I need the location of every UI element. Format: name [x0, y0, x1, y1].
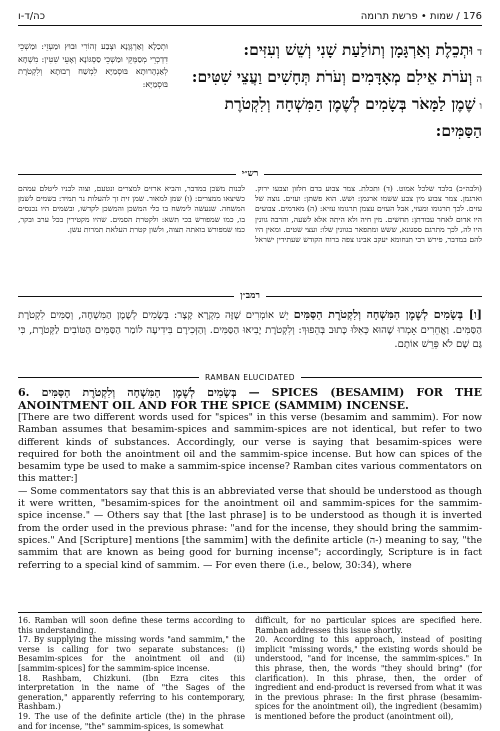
- verse-text: וְעֹרֹת אֵילִם מְאָדָּמִים וְעֹרֹת תְּחָשִׁים וַעֲצֵי שִׁטִּים:: [191, 67, 473, 86]
- footnotes: [18, 616, 482, 731]
- rashi-commentary: (ולבה״כ) בלבד שלכל אמוט. (ד) ותכלת. צמר צבוע בדם חלזון וצבעו ירוק. וארגמן. צמר צבוע מין צבע ששמו ארגמן: ושש. הוא פשתן: ועזים. נוצה של עזים. לכך תרגומו ומעזי, אבל העזים עצמן תרגומו עזיא: (ה) מאדמים. צבועים היו אדום לאחר עבודתן: תחשים. מין חיה ולא היתה אלא לשעה, והרבה גוונין היו לה, לכך מתרגם ססגונא, ששש ומתפאר בגוונין שלו: ועצי שטים. ומאין היו להם במדבר, פירש רבי תנחומא יעקב אבינו צפה ברוח הקודש שעתידין ישראל לבנות משכן במדבר, והביא ארזים למצרים ונטעם, וצוה לבניו ליטלם עמהם כשיצאו ממצרים: (ו) שמן למאור. שמן זית זך להעלות נר תמיד: בשמים לשמן המשחה. שנעשה לימשח בו כלי המשכן והמשכן לקדשו, ובשמים היו נכנסים בו, כמו שמפורש בכי תשא: ולקטרת הסמים. שהיו מקטירין בכל ערב ובקר, כמו שמפורש בואתה תצוה, ולשון קטרת העלאת תמרות עשן.: [18, 184, 482, 245]
- torah-verses: [177, 38, 482, 143]
- chapter-reference: כה/ד-ו: [18, 11, 45, 22]
- heading-hebrew: בְּשָׂמִים לְשֶׁמֶן הַמִּשְׁחָה וְלִקְטֹרֶת הַסַּמִּים: [41, 386, 237, 399]
- verse-text: שֶׁמֶן לַמָּאֹר בְּשָׂמִים לְשֶׁמֶן הַמִּשְׁחָה וְלִקְטֹרֶת הַסַּמִּים:: [224, 94, 482, 140]
- elucidation-paragraph: [There are two different words used for "spices" in this verse (besamim and sammim). For now Ramban assumes that besamim-spices and sammim-spices are not identical, but refer to two different kinds of substances. Accordingly, our verse is saying that besamim-spices were required for both the anointment oil and the sammim-spice incense. But how can spices of the besamim type be used to make a sammim-spice incense? Ramban cites various commentators on this matter:]: [18, 412, 482, 485]
- footnote: 16. Ramban will soon define these terms according to this understanding.: [18, 616, 245, 635]
- page-info: 176 / שמות • פרשת תרומה: [360, 11, 482, 22]
- verse-block: [18, 38, 482, 168]
- verse-line: [177, 92, 482, 143]
- english-elucidation: [18, 386, 482, 572]
- verse-number: ד: [477, 47, 482, 58]
- verse-number: ה: [476, 74, 482, 85]
- rashi-label-wrap: [0, 168, 500, 179]
- footnote: 19. The use of the definite article (the) in the phrase and for incense, "the" sammim-spices, is somewhat: [18, 711, 245, 731]
- ramban-body: יֵשׁ אוֹמְרִים שֶׁזֶּה מִקְרָא קָצָר: בְּשָׂמִים לְשֶׁמֶן הַמִּשְׁחָה, וְסַמִּים לִקְטֹרֶת הַסַּמִּים. וַאֲחֵרִים אָמְרוּ שֶׁהוּא כְּאִלּוּ כָּתוּב בְּהֵפוּךְ: וְלִקְטֹרֶת יָבִיאוּ הַסַּמִּים. וְהַזְּכִירָם בִּידִיעָה לוֹמַר הַסַּמִּים הַטּוֹבִים לַקְּטֹרֶת, כִּי גַּם שָׁם לֹא פֵּרֵשׁ אוֹתָם.: [18, 310, 482, 350]
- onkelos-translation: וּתְכַלָא וְאַרְגְּוָנָא וּצְבַע זְהוֹרִי וּבוּץ וּמַעְזֵי: וּמַשְׁכֵי דִדְכְרֵי מְסַמְּקֵי וּמַשְׁכֵי סַסְגּוֹנָא וְאָעֵי שִׁטִּין: מִשְׁחָא לְאַנְהָרוּתָא בּוּסְמַיָּא לִמְשַׁח רְבוּתָא וְלִקְטֹרֶת בּוּסְמַיָּא:: [18, 41, 168, 89]
- footnotes-right-column: [255, 616, 482, 721]
- elucidated-label: RAMBAN ELUCIDATED: [199, 373, 301, 382]
- footnote: difficult, for no particular spices are specified here. Ramban addresses this issue shortly.: [255, 616, 482, 635]
- verse-line: [177, 38, 482, 65]
- ramban-label-wrap: [0, 290, 500, 301]
- heading-number: 6.: [18, 386, 30, 399]
- elucidated-banner: [18, 372, 482, 382]
- footnotes-left-column: [18, 616, 245, 731]
- verse-line: [177, 65, 482, 92]
- footnote: 20. According to this approach, instead of positing implicit "missing words," the existing words should be understood, "and for incense, the sammim-spices." In this phrase, then, the words "they should bring" (for clarification). In this phrase, then, the order of ingredient and end-product is reversed from what it was in the previous phrase: In the first phrase (besamim-spices for the anointment oil), the ingredient (besamim) is mentioned before the product (anointment oil),: [255, 635, 482, 721]
- footnote-rule: [18, 612, 482, 613]
- elucidation-heading: [18, 386, 482, 412]
- verse-text: וּתְכֵלֶת וְאַרְגָּמָן וְתוֹלַעַת שָׁנִי וְשֵׁשׁ וְעִזִּים:: [243, 40, 474, 59]
- footnote: 18. Rashbam, Chizkuni. (Ibn Ezra cites this interpretation in the name of "the Sages of the generation," apparently referring to his contemporary, Rashbam.): [18, 673, 245, 712]
- footnote: 17. By supplying the missing words "and sammim," the verse is calling for two separate substances: (i) Besamim-spices for the anointment oil and (ii) [sammim-spices] for the sammim-spice incense.: [18, 635, 245, 673]
- verse-number: ו: [479, 101, 482, 112]
- ramban-hebrew-text: [18, 308, 482, 353]
- ramban-label: רמב״ן: [234, 291, 266, 301]
- header-rule: [18, 25, 482, 26]
- ramban-lead: [ו] בְּשָׂמִים לְשֶׁמֶן הַמִּשְׁחָה וְלִקְטֹרֶת הַסַּמִּים: [293, 308, 482, 321]
- rashi-label: רש״י: [236, 169, 265, 179]
- heading-english: — SPICES (BESAMIM) FOR THE ANOINTMENT OIL AND FOR THE SPICE (SAMMIM) INCENSE.: [18, 386, 482, 412]
- running-header: [18, 8, 482, 22]
- elucidation-paragraph: — Some commentators say that this is an abbreviated verse that should be understood as though it were written, "besamim-spices for the anointment oil and sammim-spices for the sammim-spice incense." — Others say that [the last phrase] is to be understood as though it is inverted from the order used in the previous phrase: "and for the incense, they should bring the sammim-spices." And [Scripture] mentions [the sammim] with the definite article (ה-) meaning to say, "the sammim that are known as being good for burning incense"; accordingly, Scripture is in fact referring to a special kind of sammim. — For even there (i.e., below, 30:34), where: [18, 485, 482, 571]
